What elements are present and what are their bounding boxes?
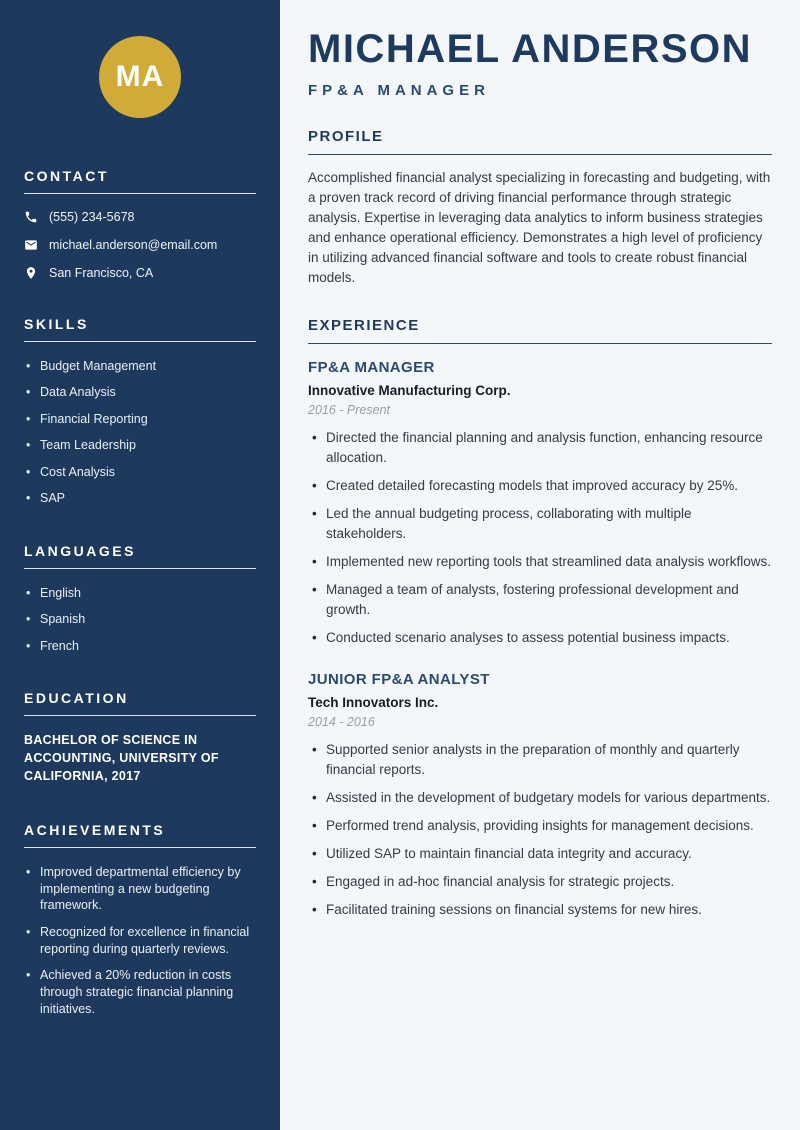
skill-item: • Budget Management bbox=[24, 358, 256, 375]
job-bullets bbox=[308, 740, 772, 920]
achievement-item: • Achieved a 20% reduction in costs through strategic financial planning initiatives. bbox=[24, 967, 256, 1018]
contact-divider bbox=[24, 193, 256, 194]
job-title: FP&A MANAGER bbox=[308, 359, 435, 376]
profile-divider bbox=[308, 154, 772, 155]
contact-heading: CONTACT bbox=[24, 168, 109, 184]
job-title: JUNIOR FP&A ANALYST bbox=[308, 671, 490, 688]
education-degree: BACHELOR OF SCIENCE IN ACCOUNTING, UNIVERSITY OF CALIFORNIA, 2017 bbox=[24, 733, 219, 783]
job-bullet: • Managed a team of analysts, fostering professional development and growth. bbox=[308, 580, 772, 620]
languages-list bbox=[24, 585, 256, 655]
profile-section bbox=[308, 128, 772, 288]
job-company: Innovative Manufacturing Corp. bbox=[308, 383, 511, 398]
skills-list bbox=[24, 358, 256, 507]
achievement-item: • Improved departmental efficiency by implementing a new budgeting framework. bbox=[24, 864, 256, 915]
job-bullet: • Supported senior analysts in the preparation of monthly and quarterly financial reports. bbox=[308, 740, 772, 780]
education-section bbox=[24, 690, 256, 785]
phone-number: (555) 234-5678 bbox=[49, 210, 135, 224]
contact-email-row bbox=[24, 238, 256, 252]
email-address: michael.anderson@email.com bbox=[49, 238, 218, 252]
job-entry bbox=[308, 359, 772, 648]
email-icon bbox=[24, 238, 38, 252]
candidate-job-title: FP&A MANAGER bbox=[308, 82, 490, 99]
job-company: Tech Innovators Inc. bbox=[308, 695, 439, 710]
profile-heading: PROFILE bbox=[308, 128, 384, 145]
job-bullet: • Performed trend analysis, providing insights for management decisions. bbox=[308, 816, 772, 836]
language-item: • Spanish bbox=[24, 611, 256, 628]
job-dates: 2014 - 2016 bbox=[308, 715, 375, 729]
skills-heading: SKILLS bbox=[24, 316, 89, 332]
skill-item: • Cost Analysis bbox=[24, 464, 256, 481]
contact-location-row bbox=[24, 266, 256, 280]
education-divider bbox=[24, 715, 256, 716]
skills-section bbox=[24, 316, 256, 507]
job-bullet: • Utilized SAP to maintain financial data integrity and accuracy. bbox=[308, 844, 772, 864]
avatar bbox=[99, 36, 181, 118]
language-item: • English bbox=[24, 585, 256, 602]
achievements-section bbox=[24, 822, 256, 1018]
achievements-heading: ACHIEVEMENTS bbox=[24, 821, 166, 838]
languages-heading: LANGUAGES bbox=[24, 542, 136, 559]
main-content bbox=[280, 0, 800, 1130]
job-bullet: • Assisted in the development of budgetary models for various departments. bbox=[308, 788, 772, 808]
languages-section bbox=[24, 543, 256, 655]
phone-icon bbox=[24, 210, 38, 224]
candidate-name: MICHAEL ANDERSON bbox=[308, 27, 753, 71]
achievement-item: • Recognized for excellence in financial reporting during quarterly reviews. bbox=[24, 924, 256, 958]
job-bullet: • Facilitated training sessions on financial systems for new hires. bbox=[308, 900, 772, 920]
achievements-divider bbox=[24, 847, 256, 848]
skill-item: • Data Analysis bbox=[24, 384, 256, 401]
skill-item: • SAP bbox=[24, 490, 256, 507]
job-entry bbox=[308, 671, 772, 920]
profile-text: Accomplished financial analyst specializing in forecasting and budgeting, with a proven track record of driving financial performance through strategic analysis. Expertise in leveraging data analytics to inform business strategies and enhance operational efficiency. Demonstrates a high level of proficiency in utilizing advanced financial software and tools to create robust financial models. bbox=[308, 170, 771, 285]
sidebar bbox=[0, 0, 280, 1130]
job-bullet: • Conducted scenario analyses to assess potential business impacts. bbox=[308, 628, 772, 648]
job-bullet: • Directed the financial planning and analysis function, enhancing resource allocation. bbox=[308, 428, 772, 468]
location-icon bbox=[24, 266, 38, 280]
location-text: San Francisco, CA bbox=[49, 266, 154, 280]
skill-item: • Financial Reporting bbox=[24, 411, 256, 428]
job-bullet: • Created detailed forecasting models that improved accuracy by 25%. bbox=[308, 476, 772, 496]
contact-phone-row bbox=[24, 210, 256, 224]
languages-divider bbox=[24, 568, 256, 569]
contact-section bbox=[24, 168, 256, 280]
job-bullet: • Led the annual budgeting process, collaborating with multiple stakeholders. bbox=[308, 504, 772, 544]
skills-divider bbox=[24, 341, 256, 342]
achievements-list bbox=[24, 864, 256, 1018]
job-dates: 2016 - Present bbox=[308, 403, 390, 417]
job-bullet: • Engaged in ad-hoc financial analysis for strategic projects. bbox=[308, 872, 772, 892]
language-item: • French bbox=[24, 638, 256, 655]
job-bullets bbox=[308, 428, 772, 648]
experience-divider bbox=[308, 343, 772, 344]
avatar-initials: MA bbox=[115, 60, 165, 93]
skill-item: • Team Leadership bbox=[24, 437, 256, 454]
education-heading: EDUCATION bbox=[24, 690, 129, 707]
experience-section bbox=[308, 317, 772, 920]
experience-heading: EXPERIENCE bbox=[308, 317, 420, 334]
job-bullet: • Implemented new reporting tools that streamlined data analysis workflows. bbox=[308, 552, 772, 572]
